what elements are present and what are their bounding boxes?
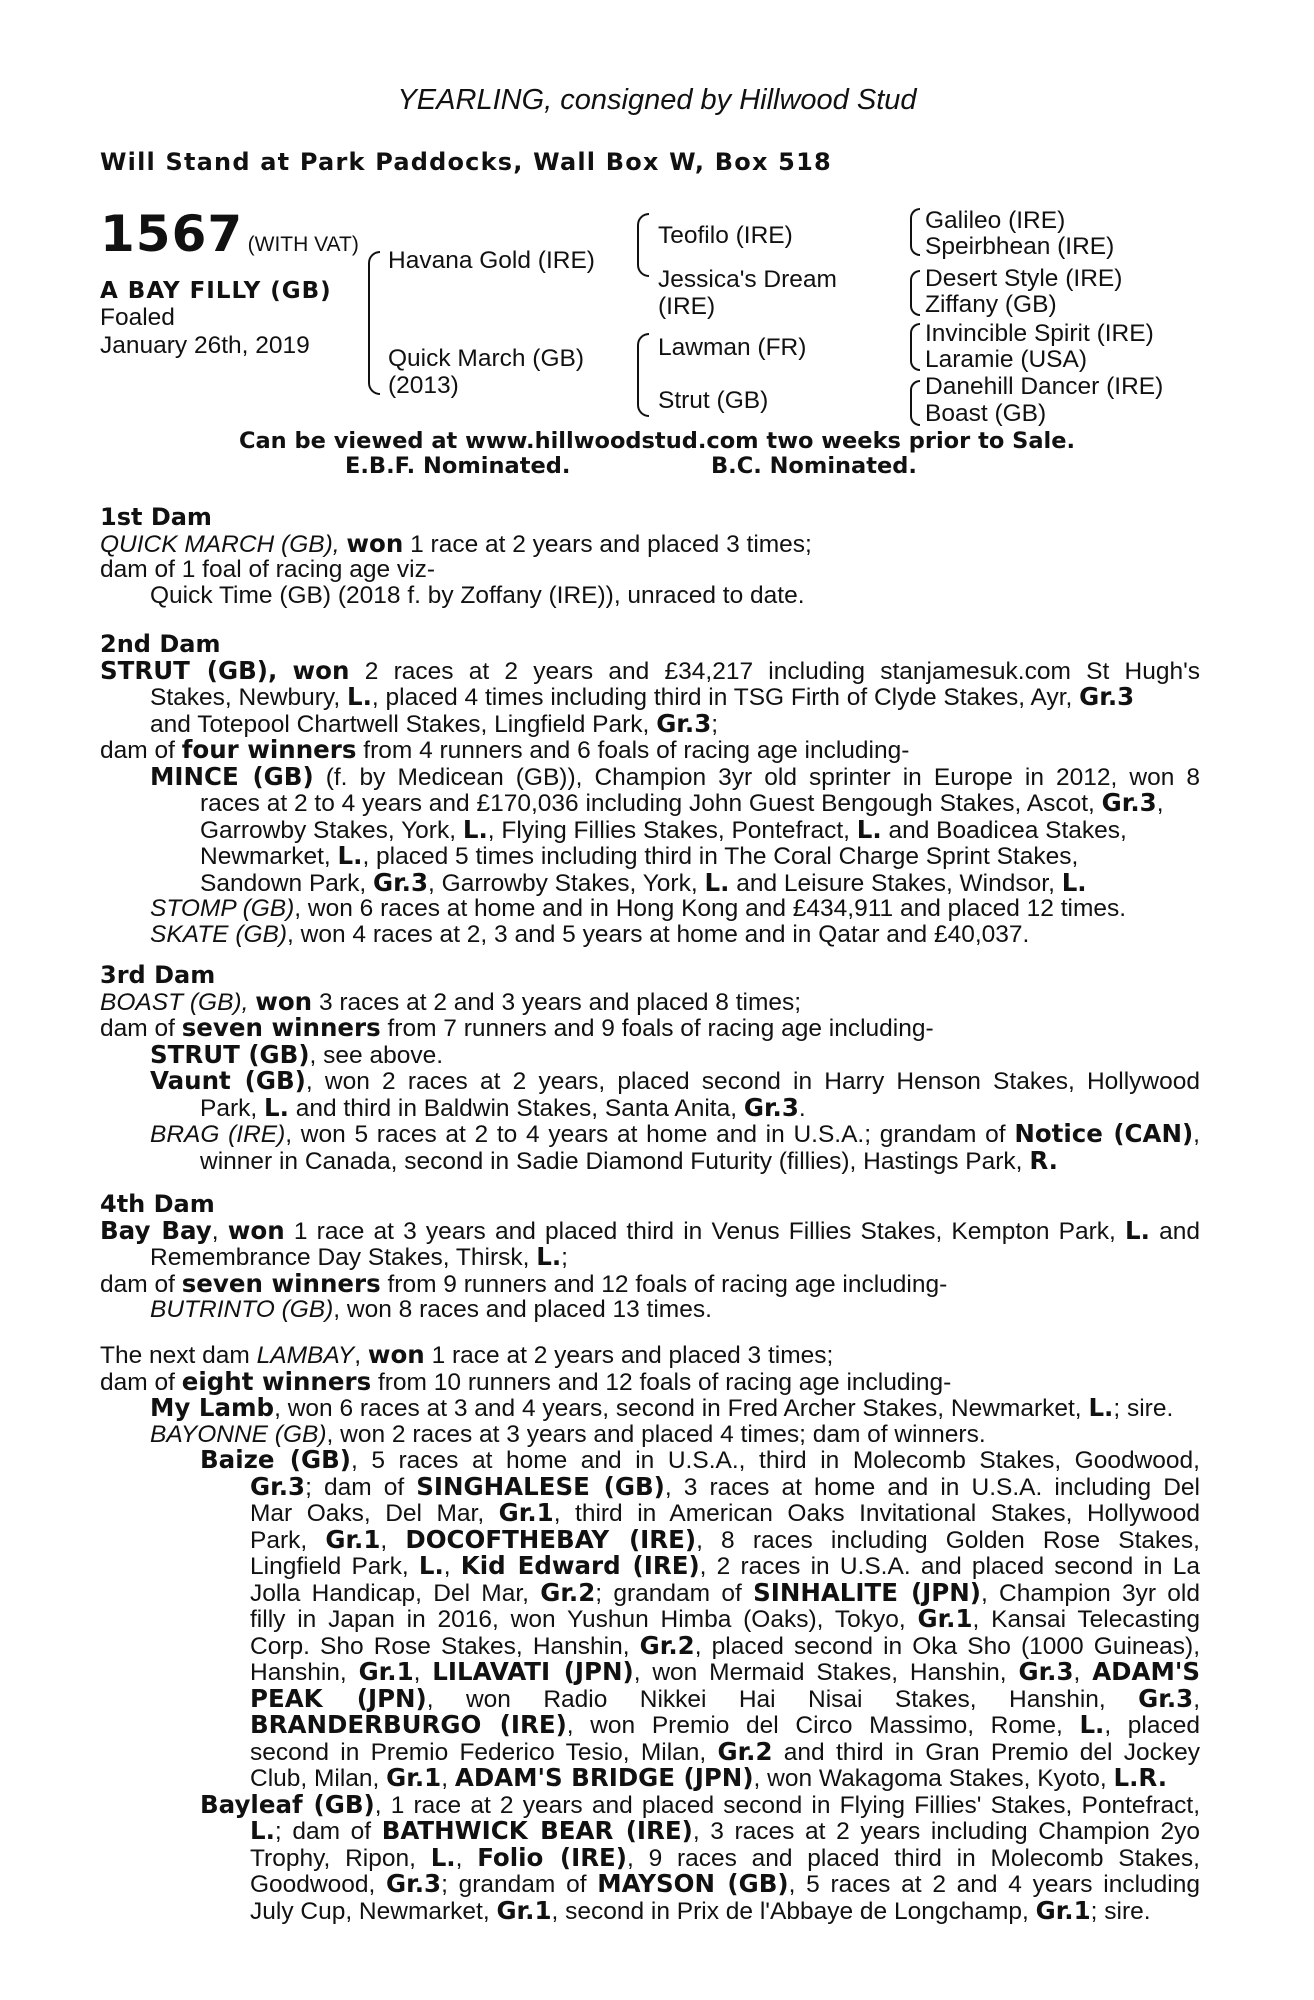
text-fragment: , — [443, 1553, 461, 1580]
horse-boast: BOAST (GB), — [100, 988, 249, 1016]
text-fragment: , Kansai Telecasting — [972, 1606, 1200, 1633]
text-fragment: ; sire. — [1090, 1897, 1151, 1925]
text-fragment: , 2 races in U.S.A. and placed second in La — [699, 1553, 1200, 1580]
foaled-date: January 26th, 2019 — [100, 332, 310, 359]
text-fragment: , placed — [1104, 1712, 1200, 1739]
pedigree-sss: Galileo (IRE) — [925, 207, 1066, 234]
baize-line — [100, 1765, 1200, 1792]
lot-title: A BAY FILLY (GB) — [100, 278, 332, 304]
horse-vaunt: Vaunt (GB) — [150, 1066, 306, 1095]
text-fragment: Jolla Handicap, Del Mar, — [250, 1579, 541, 1607]
bayleaf-line — [100, 1842, 1200, 1872]
heading-3rd-dam: 3rd Dam — [100, 961, 216, 989]
vat-label: (WITH VAT) — [247, 233, 359, 256]
pedigree-brace-sire — [637, 213, 649, 277]
text-fragment: , Champion 3yr old — [980, 1579, 1200, 1607]
pedigree-brace-dam — [637, 333, 649, 417]
pedigree-brace-gen1 — [368, 251, 380, 395]
bold-fragment: Folio (IRE) — [477, 1842, 627, 1872]
bold-fragment: L. — [418, 1551, 444, 1580]
text-fragment: , 1 race at 2 years and placed second in Flying Fillies' Stakes, Pontefract, — [374, 1791, 1201, 1819]
bold-fragment: Bayleaf (GB) — [200, 1789, 375, 1819]
pedigree-ddd: Boast (GB) — [925, 400, 1047, 427]
text-fragment: , 3 races at 2 years including Champion 2yo — [692, 1818, 1201, 1845]
text-fragment: , — [1073, 1659, 1093, 1686]
horse-brag: BRAG (IRE) — [150, 1121, 286, 1148]
horse-mince: MINCE (GB) — [150, 761, 314, 791]
bold-fragment: Gr.3 — [250, 1471, 306, 1501]
text-fragment: Lingfield Park, — [250, 1553, 419, 1580]
ebf-note: E.B.F. Nominated. — [345, 453, 571, 479]
horse-quick-march: QUICK MARCH (GB), — [100, 530, 340, 558]
text-fragment: second in Premio Federico Tesio, Milan, — [250, 1738, 718, 1766]
lot-block — [100, 205, 359, 263]
section-next-dam: The next dam LAMBAY, won 1 race at 2 years and placed 3 times; dam of eight winners from 10 runners and 12 foals of racing age including- My Lamb, won 6 races at 3 and 4 years, second in Fred Archer Stakes, Newmarket, L.; sire. BAYONNE (GB), won 2 races at 3 years and placed 4 times; dam of winners. Baize (GB), 5 races at home and in U.S.A., third in Molecomb Stakes, Goodwood, Gr.3; dam of SINGHALESE (GB), 3 races at home and in U.S.A. including Del Mar Oaks, Del Mar, Gr.1, third in American Oaks Invitational Stakes, Hollywood Park, Gr.1, DOCOFTHEBAY (IRE), 8 races including Golden Rose Stakes, Lingfield Park, L., Kid Edward (IRE), 2 races in U.S.A. and placed second in La Jolla Handicap, Del Mar, Gr.2; grandam of SINHALITE (JPN), Champion 3yr old filly in Japan in 2016, won Yushun Himba (Oaks), Tokyo, Gr.1, Kansai Telecasting Corp. Sho Rose Stakes, Hanshin, Gr.2, placed second in Oka Sho (1000 Guineas), Hanshin, Gr.1, LILAVATI (JPN), won Mermaid Stakes, Hanshin, Gr.3, ADAM'S PEAK (JPN), won Radio Nikkei Hai Nisai Stakes, Hanshin, Gr.3, BRANDERBURGO (IRE), won Premio del Circo Massimo, Rome, L., placed second in Premio Federico Tesio, Milan, Gr.2 and third in Gran Premio del Jockey Club, Milan, Gr.1, ADAM'S BRIDGE (JPN), won Wakagoma Stakes, Kyoto, L.R. Bayleaf (GB), 1 race at 2 years and placed second in Flying Fillies' Stakes, Pontefract, L.; dam of BATHWICK BEAR (IRE), 3 races at 2 years including Champion 2yo Trophy, Ripon, L., Folio (IRE), 9 races and placed third in Molecomb Stakes, Goodwood, Gr.3; grandam of MAYSON (GB), 5 races at 2 and 4 years including July Cup, Newmarket, Gr.1, second in Prix de l'Abbaye de Longchamp, Gr.1; sire. — [100, 1340, 1201, 1925]
bold-fragment: Gr.1 — [917, 1604, 973, 1633]
bold-fragment: Gr.2 — [639, 1630, 695, 1660]
pedigree-dam-year: (2013) — [388, 372, 459, 399]
text-fragment: July Cup, Newmarket, — [250, 1897, 497, 1925]
horse-bayonne: BAYONNE (GB) — [150, 1420, 327, 1448]
pedigree-dsd: Laramie (USA) — [925, 346, 1088, 373]
text-fragment: , 8 races including Golden Rose Stakes, — [696, 1526, 1200, 1554]
text-fragment: , — [455, 1844, 478, 1872]
text-fragment: , won Wakagoma Stakes, Kyoto, — [753, 1765, 1114, 1792]
text-fragment: Corp. Sho Rose Stakes, Hanshin, — [250, 1632, 640, 1660]
text-fragment: Club, Milan, — [250, 1765, 387, 1792]
text-fragment: Mar Oaks, Del Mar, — [250, 1500, 499, 1527]
text-fragment: ; grandam of — [441, 1871, 598, 1898]
pedigree-ssd: Speirbhean (IRE) — [925, 233, 1115, 260]
lot-number: 1567 — [100, 205, 244, 263]
text-fragment: , won Radio Nikkei Hai Nisai Stakes, Hanshin, — [426, 1685, 1139, 1713]
pedigree-dds: Danehill Dancer (IRE) — [925, 373, 1164, 400]
heading-2nd-dam: 2nd Dam — [100, 630, 221, 658]
text-fragment: , won Mermaid Stakes, Hanshin, — [633, 1659, 1019, 1686]
text-fragment: filly in Japan in 2016, won Yushun Himba (Oaks), Tokyo, — [250, 1606, 918, 1633]
bold-fragment: L. — [1079, 1710, 1105, 1739]
bold-fragment: Gr.1 — [498, 1498, 554, 1527]
bold-fragment: L. — [430, 1842, 456, 1872]
bold-fragment: Kid Edward (IRE) — [460, 1551, 700, 1580]
pedigree-sds: Desert Style (IRE) — [925, 265, 1123, 292]
bold-fragment: Gr.1 — [358, 1657, 414, 1686]
baize-line — [100, 1736, 1200, 1766]
bayleaf-line — [100, 1895, 1200, 1925]
text-fragment: ; dam of — [274, 1818, 382, 1845]
heading-1st-dam: 1st Dam — [100, 503, 212, 531]
bold-fragment: PEAK (JPN) — [250, 1683, 427, 1713]
venue-line: Will Stand at Park Paddocks, Wall Box W, Box 518 — [100, 148, 832, 176]
bayleaf-entry — [100, 1789, 1201, 1925]
pedigree-brace-dd — [910, 380, 920, 426]
text-fragment: , 5 races at 2 and 4 years including — [788, 1871, 1200, 1898]
pedigree-brace-ds — [910, 323, 920, 371]
text-fragment: ; dam of — [305, 1473, 417, 1501]
section-2nd-dam: 2nd Dam STRUT (GB), won 2 races at 2 years and £34,217 including stanjamesuk.com St Hugh's Stakes, Newbury, L., placed 4 times including third in TSG Firth of Clyde Stakes, Ayr, Gr.3 and Totepool Chartwell Stakes, Lingfield Park, Gr.3; dam of four winners from 4 runners and 6 foals of racing age including- MINCE (GB) (f. by Medicean (GB)), Champion 3yr old sprinter in Europe in 2012, won 8 races at 2 to 4 years and £170,036 including John Guest Bengough Stakes, Ascot, Gr.3, Garrowby Stakes, York, L., Flying Fillies Stakes, Pontefract, L. and Boadicea Stakes, Newmarket, L., placed 5 times including third in The Coral Charge Sprint Stakes, Sandown Park, Gr.3, Garrowby Stakes, York, L. and Leisure Stakes, Windsor, L. STOMP (GB), won 6 races at home and in Hong Kong and £434,911 and placed 12 times. SKATE (GB), won 4 races at 2, 3 and 5 years at home and in Qatar and £40,037. — [100, 630, 1201, 948]
text-fragment: , — [1193, 1685, 1201, 1713]
progeny-quick-time: Quick Time (GB) (2018 f. by Zoffany (IRE)), unraced to date. — [150, 581, 805, 609]
bold-fragment: Baize (GB) — [200, 1445, 351, 1474]
horse-lambay: LAMBAY — [256, 1342, 355, 1369]
text-fragment: , 3 races at home and in U.S.A. including Del — [664, 1473, 1200, 1501]
bold-fragment: Gr.2 — [717, 1736, 773, 1766]
pedigree-brace-ss — [910, 208, 920, 256]
text-fragment: , third in American Oaks Invitational Stakes, Hollywood — [553, 1500, 1200, 1527]
bold-fragment: Gr.1 — [496, 1895, 552, 1925]
baize-entry — [100, 1447, 1200, 1792]
baize-line — [100, 1553, 1200, 1580]
pedigree-brace-sd — [910, 270, 920, 316]
bold-fragment: LILAVATI (JPN) — [432, 1657, 634, 1686]
bold-fragment: BATHWICK BEAR (IRE) — [381, 1816, 693, 1845]
baize-line — [100, 1630, 1200, 1660]
baize-line — [100, 1447, 1200, 1474]
pedigree-sire: Havana Gold (IRE) — [388, 247, 595, 274]
text-fragment: Park, — [250, 1526, 326, 1554]
foaled-label: Foaled — [100, 304, 175, 331]
text-fragment: Trophy, Ripon, — [250, 1844, 431, 1872]
bold-fragment: L. — [250, 1816, 275, 1845]
text-fragment: , 9 races and placed third in Molecomb Stakes, — [627, 1844, 1200, 1872]
bold-fragment: Gr.2 — [540, 1577, 596, 1607]
text-fragment: and third in Gran Premio del Jockey — [772, 1738, 1200, 1766]
pedigree-dam-dam: Strut (GB) — [658, 387, 769, 414]
bold-fragment: MAYSON (GB) — [597, 1869, 789, 1898]
section-3rd-dam: 3rd Dam BOAST (GB), won 3 races at 2 and 3 years and placed 8 times; dam of seven winners from 7 runners and 9 foals of racing age including- STRUT (GB), see above. Vaunt (GB), won 2 races at 2 years, placed second in Harry Henson Stakes, Hollywood Park, L. and third in Baldwin Stakes, Santa Anita, Gr.3. BRAG (IRE), won 5 races at 2 to 4 years at home and in U.S.A.; grandam of Notice (CAN), winner in Canada, second in Sadie Diamond Futurity (fillies), Hastings Park, R. — [100, 961, 1200, 1175]
bc-note: B.C. Nominated. — [711, 453, 917, 479]
pedigree-sire-dam-cont: (IRE) — [658, 293, 716, 320]
bold-fragment: Gr.1 — [1035, 1895, 1091, 1925]
bold-fragment: L.R. — [1113, 1763, 1168, 1792]
baize-line — [100, 1471, 1200, 1501]
baize-line — [100, 1606, 1200, 1633]
text-fragment: , 5 races at home and in U.S.A., third in Molecomb Stakes, Goodwood, — [350, 1447, 1200, 1474]
text-fragment: Goodwood, — [250, 1871, 387, 1898]
text-fragment: ; grandam of — [595, 1579, 754, 1607]
text-fragment: , won Premio del Circo Massimo, Rome, — [566, 1712, 1080, 1739]
pedigree-dss: Invincible Spirit (IRE) — [925, 320, 1154, 347]
bayleaf-line — [100, 1871, 1200, 1898]
bayleaf-line — [100, 1789, 1201, 1819]
pedigree-sire-sire: Teofilo (IRE) — [658, 222, 793, 249]
horse-strut: STRUT (GB), — [100, 655, 278, 685]
horse-bay-bay: Bay Bay — [100, 1215, 212, 1245]
viewing-note: Can be viewed at www.hillwoodstud.com two weeks prior to Sale. — [238, 428, 1076, 454]
text-fragment: , — [413, 1659, 433, 1686]
baize-line — [100, 1577, 1200, 1607]
text-fragment: , placed second in Oka Sho (1000 Guineas), — [694, 1632, 1200, 1660]
text-fragment: , — [441, 1765, 455, 1792]
bold-fragment: Gr.1 — [386, 1763, 442, 1792]
bold-fragment: SINHALITE (JPN) — [753, 1577, 981, 1607]
bold-fragment: ADAM'S BRIDGE (JPN) — [454, 1763, 754, 1792]
baize-line — [100, 1659, 1200, 1686]
consignor-line: YEARLING, consigned by Hillwood Stud — [397, 84, 917, 116]
bold-fragment: Gr.3 — [1018, 1657, 1074, 1686]
bold-fragment: ADAM'S — [1092, 1657, 1200, 1686]
baize-line — [100, 1683, 1201, 1713]
bold-fragment: Gr.3 — [386, 1869, 442, 1898]
bold-fragment: BRANDERBURGO (IRE) — [250, 1710, 567, 1739]
text-fragment: Hanshin, — [250, 1659, 359, 1686]
horse-stomp: STOMP (GB) — [150, 895, 295, 922]
bold-fragment: Gr.1 — [325, 1524, 381, 1554]
horse-skate: SKATE (GB) — [150, 920, 288, 948]
baize-line — [100, 1712, 1200, 1739]
horse-my-lamb: My Lamb — [150, 1393, 275, 1422]
heading-4th-dam: 4th Dam — [100, 1190, 215, 1218]
bold-fragment: Gr.3 — [1138, 1683, 1194, 1713]
baize-line — [100, 1500, 1200, 1527]
section-1st-dam: 1st Dam QUICK MARCH (GB), won 1 race at 2 years and placed 3 times; dam of 1 foal of racing age viz- Quick Time (GB) (2018 f. by Zoffany (IRE)), unraced to date. — [100, 505, 1200, 608]
text-fragment: , second in Prix de l'Abbaye de Longchamp, — [551, 1897, 1036, 1925]
bayleaf-line — [100, 1818, 1200, 1845]
horse-butrinto: BUTRINTO (GB) — [150, 1296, 334, 1323]
baize-line — [100, 1524, 1200, 1554]
bold-fragment: SINGHALESE (GB) — [416, 1471, 665, 1501]
pedigree-dam-sire: Lawman (FR) — [658, 334, 807, 361]
section-4th-dam: 4th Dam Bay Bay, won 1 race at 3 years and placed third in Venus Fillies Stakes, Kempton Park, L. and Remembrance Day Stakes, Thirsk, L.; dam of seven winners from 9 runners and 12 foals of racing age including- BUTRINTO (GB), won 8 races and placed 13 times. — [100, 1190, 1201, 1323]
pedigree-dam: Quick March (GB) — [388, 345, 585, 372]
pedigree-sire-dam: Jessica's Dream — [658, 266, 837, 293]
text-fragment: , — [380, 1526, 406, 1554]
bold-fragment: DOCOFTHEBAY (IRE) — [405, 1524, 697, 1554]
pedigree-sdd: Ziffany (GB) — [925, 291, 1057, 318]
